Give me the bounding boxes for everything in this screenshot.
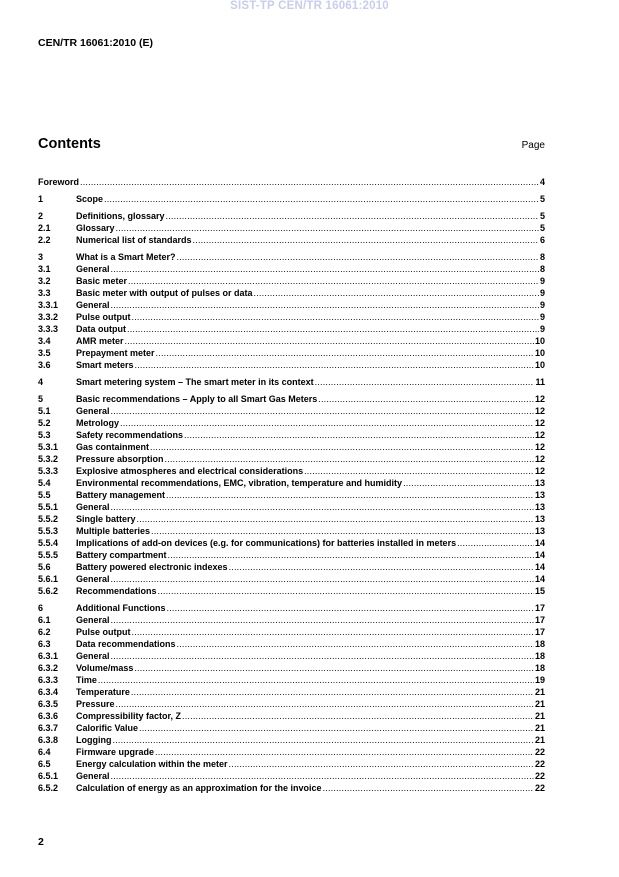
toc-dot-leader — [156, 347, 534, 359]
toc-entry-page: 12 — [534, 418, 545, 428]
toc-entry[interactable] — [38, 758, 545, 770]
toc-entry-number: 6.5 — [38, 759, 51, 769]
toc-dot-leader — [80, 176, 539, 188]
toc-entry[interactable] — [38, 275, 545, 287]
toc-entry-page: 12 — [534, 466, 545, 476]
toc-entry-number: 6.3.5 — [38, 699, 59, 709]
toc-dot-leader — [131, 686, 534, 698]
toc-entry-page: 12 — [534, 430, 545, 440]
toc-entry[interactable] — [38, 429, 545, 441]
toc-entry[interactable] — [38, 650, 545, 662]
toc-entry-title[interactable]: General — [76, 574, 110, 584]
toc-entry-title[interactable]: Explosive atmospheres and electrical considerations — [76, 466, 304, 476]
toc-entry-number: 5.1 — [38, 406, 51, 416]
toc-dot-leader — [139, 722, 534, 734]
toc-entry-title[interactable]: Prepayment meter — [76, 348, 155, 358]
toc-dot-leader — [111, 299, 539, 311]
toc-entry-page: 13 — [534, 502, 545, 512]
toc-entry-title[interactable]: Glossary — [76, 223, 115, 233]
toc-dot-leader — [166, 489, 534, 501]
toc-dot-leader — [155, 746, 534, 758]
toc-entry-title[interactable]: Compressibility factor, Z — [76, 711, 182, 721]
toc-entry-page: 8 — [539, 252, 545, 262]
toc-entry-page: 9 — [539, 288, 545, 298]
toc-entry-number: 5.3.1 — [38, 442, 59, 452]
toc-entry-number: 5.5.3 — [38, 526, 59, 536]
toc-entry-page: 10 — [534, 348, 545, 358]
toc-dot-leader — [134, 662, 534, 674]
toc-entry-title[interactable]: Firmware upgrade — [76, 747, 155, 757]
toc-entry-page: 12 — [534, 454, 545, 464]
toc-entry-page: 13 — [534, 526, 545, 536]
toc-dot-leader — [120, 417, 534, 429]
toc-entry-title[interactable]: Basic meter — [76, 276, 128, 286]
toc-entry-number: 5.5.4 — [38, 538, 59, 548]
toc-entry-title[interactable]: Implications of add-on devices (e.g. for communications) for batteries installed in meters — [76, 538, 457, 548]
toc-entry-page: 18 — [534, 639, 545, 649]
toc-entry-number: 6.1 — [38, 615, 51, 625]
toc-dot-leader — [132, 626, 534, 638]
toc-dot-leader — [193, 234, 539, 246]
toc-entry-number: 3.3 — [38, 288, 51, 298]
toc-entry-number: 5.5 — [38, 490, 51, 500]
toc-entry-number: 6.3.6 — [38, 711, 59, 721]
toc-entry[interactable] — [38, 537, 545, 549]
toc-entry-page: 13 — [534, 490, 545, 500]
toc-entry-number: 5.5.1 — [38, 502, 59, 512]
toc-entry-title[interactable]: General — [76, 300, 110, 310]
toc-entry-page: 18 — [534, 651, 545, 661]
toc-entry[interactable] — [38, 176, 545, 188]
toc-entry[interactable] — [38, 513, 545, 525]
toc-entry-page: 14 — [534, 538, 545, 548]
toc-dot-leader — [150, 441, 534, 453]
toc-dot-leader — [111, 263, 539, 275]
toc-entry-number: 3 — [38, 252, 44, 262]
toc-entry-number: 2.2 — [38, 235, 51, 245]
toc-entry-number: 6 — [38, 603, 44, 613]
toc-entry-number: 5.3.2 — [38, 454, 59, 464]
toc-entry[interactable] — [38, 376, 545, 388]
toc-entry-page: 14 — [534, 550, 545, 560]
toc-dot-leader — [229, 561, 534, 573]
toc-dot-leader — [127, 323, 539, 335]
toc-entry-number: 5.6.2 — [38, 586, 59, 596]
toc-entry-page: 22 — [534, 783, 545, 793]
toc-dot-leader — [315, 376, 535, 388]
toc-entry[interactable] — [38, 501, 545, 513]
toc-dot-leader — [177, 638, 534, 650]
toc-entry[interactable] — [38, 561, 545, 573]
toc-entry-number: 5.3 — [38, 430, 51, 440]
page-number: 2 — [38, 836, 44, 848]
toc-entry[interactable] — [38, 549, 545, 561]
toc-entry-page: 21 — [534, 711, 545, 721]
toc-dot-leader — [104, 193, 539, 205]
toc-entry-number: 3.3.2 — [38, 312, 59, 322]
toc-entry-page: 10 — [534, 336, 545, 346]
toc-entry-number: 6.5.1 — [38, 771, 59, 781]
toc-entry-title[interactable]: Pulse output — [76, 627, 131, 637]
toc-entry[interactable] — [38, 299, 545, 311]
toc-entry[interactable] — [38, 686, 545, 698]
toc-entry-number: 3.5 — [38, 348, 51, 358]
toc-entry-page: 8 — [539, 264, 545, 274]
toc-entry-number: 3.6 — [38, 360, 51, 370]
toc-entry[interactable] — [38, 698, 545, 710]
page-column-label: Page — [521, 140, 545, 151]
toc-entry[interactable] — [38, 323, 545, 335]
toc-entry[interactable] — [38, 525, 545, 537]
toc-dot-leader — [151, 525, 534, 537]
toc-entry-number: 2 — [38, 211, 44, 221]
toc-entry[interactable] — [38, 710, 545, 722]
toc-entry[interactable] — [38, 222, 545, 234]
toc-entry-page: 22 — [534, 771, 545, 781]
toc-dot-leader — [125, 335, 534, 347]
toc-dot-leader — [177, 251, 539, 263]
toc-dot-leader — [111, 501, 534, 513]
toc-entry-number: 5.3.3 — [38, 466, 59, 476]
toc-dot-leader — [318, 393, 534, 405]
toc-entry-number: 6.5.2 — [38, 783, 59, 793]
toc-dot-leader — [128, 275, 539, 287]
toc-entry-page: 12 — [534, 406, 545, 416]
toc-entry-title[interactable]: Basic recommendations – Apply to all Smart Gas Meters — [76, 394, 318, 404]
toc-entry-number: 6.3.1 — [38, 651, 59, 661]
toc-dot-leader — [135, 359, 534, 371]
toc-entry[interactable] — [38, 614, 545, 626]
toc-entry-title[interactable]: General — [76, 651, 110, 661]
toc-entry-title[interactable]: General — [76, 264, 110, 274]
toc-entry[interactable] — [38, 359, 545, 371]
toc-dot-leader — [182, 710, 534, 722]
toc-entry-title[interactable]: Energy calculation within the meter — [76, 759, 228, 769]
toc-entry-page: 11 — [535, 377, 545, 387]
toc-entry-page: 10 — [534, 360, 545, 370]
toc-entry-title[interactable]: General — [76, 406, 110, 416]
toc-entry-page: 17 — [534, 603, 545, 613]
toc-entry-page: 17 — [534, 615, 545, 625]
toc-entry[interactable] — [38, 193, 545, 205]
toc-entry-title[interactable]: Gas containment — [76, 442, 150, 452]
toc-entry-page: 14 — [534, 574, 545, 584]
toc-entry[interactable] — [38, 626, 545, 638]
toc-entry-number: 6.3.2 — [38, 663, 59, 673]
page-title: Contents — [38, 136, 101, 152]
toc-dot-leader — [158, 585, 534, 597]
toc-entry-page: 9 — [539, 324, 545, 334]
toc-entry-number: 5.2 — [38, 418, 51, 428]
toc-entry-title[interactable]: Logging — [76, 735, 112, 745]
toc-entry-number: 6.4 — [38, 747, 51, 757]
toc-entry[interactable] — [38, 477, 545, 489]
toc-entry[interactable] — [38, 722, 545, 734]
toc-entry-number: 3.1 — [38, 264, 51, 274]
toc-entry-page: 22 — [534, 759, 545, 769]
toc-dot-leader — [168, 549, 534, 561]
toc-entry-title[interactable]: What is a Smart Meter? — [76, 252, 176, 262]
toc-entry-page: 5 — [539, 194, 545, 204]
toc-dot-leader — [229, 758, 534, 770]
toc-dot-leader — [116, 698, 534, 710]
toc-entry-title[interactable]: Calculation of energy as an approximation for the invoice — [76, 783, 322, 793]
toc-entry-page: 9 — [539, 312, 545, 322]
toc-entry[interactable] — [38, 602, 545, 614]
toc-entry-title[interactable]: Safety recommendations — [76, 430, 184, 440]
toc-dot-leader — [98, 674, 534, 686]
toc-entry-number: 3.4 — [38, 336, 51, 346]
toc-entry[interactable] — [38, 453, 545, 465]
toc-entry-page: 14 — [534, 562, 545, 572]
toc-entry-title[interactable]: Battery management — [76, 490, 166, 500]
toc-entry[interactable] — [38, 465, 545, 477]
toc-entry-title[interactable]: Temperature — [76, 687, 130, 697]
toc-entry-number: 6.3 — [38, 639, 51, 649]
toc-entry[interactable] — [38, 405, 545, 417]
toc-entry-title[interactable]: General — [76, 502, 110, 512]
toc-entry-page: 9 — [539, 300, 545, 310]
toc-entry[interactable] — [38, 311, 545, 323]
toc-entry-page: 22 — [534, 747, 545, 757]
toc-entry-page: 21 — [534, 687, 545, 697]
toc-dot-leader — [304, 465, 534, 477]
toc-entry-title[interactable]: Data recommendations — [76, 639, 176, 649]
toc-entry-number: 5 — [38, 394, 44, 404]
toc-dot-leader — [166, 210, 539, 222]
toc-entry-title[interactable]: Time — [76, 675, 97, 685]
toc-dot-leader — [165, 453, 534, 465]
toc-dot-leader — [323, 782, 534, 794]
toc-entry[interactable] — [38, 782, 545, 794]
toc-entry-title[interactable]: Data output — [76, 324, 126, 334]
toc-dot-leader — [116, 222, 539, 234]
toc-entry-page: 6 — [539, 235, 545, 245]
toc-dot-leader — [132, 311, 539, 323]
toc-entry-number: 6.2 — [38, 627, 51, 637]
toc-entry-title[interactable]: Volume/mass — [76, 663, 134, 673]
toc-entry-title[interactable]: Pressure — [76, 699, 115, 709]
toc-entry-page: 13 — [534, 514, 545, 524]
toc-entry[interactable] — [38, 210, 545, 222]
toc-dot-leader — [403, 477, 534, 489]
toc-entry-number: 3.3.1 — [38, 300, 59, 310]
toc-dot-leader — [254, 287, 539, 299]
document-id: CEN/TR 16061:2010 (E) — [38, 37, 153, 49]
toc-entry-number: 6.3.8 — [38, 735, 59, 745]
toc-entry-number: 1 — [38, 194, 44, 204]
toc-entry-number: 6.3.3 — [38, 675, 59, 685]
toc-entry-number: 5.5.5 — [38, 550, 59, 560]
toc-entry[interactable] — [38, 662, 545, 674]
toc-entry[interactable] — [38, 734, 545, 746]
toc-entry-title[interactable]: Pressure absorption — [76, 454, 164, 464]
toc-dot-leader — [111, 650, 534, 662]
toc-entry-title[interactable]: Multiple batteries — [76, 526, 151, 536]
toc-entry[interactable] — [38, 573, 545, 585]
toc-entry-number: 5.6.1 — [38, 574, 59, 584]
toc-entry-title[interactable]: AMR meter — [76, 336, 124, 346]
toc-dot-leader — [457, 537, 534, 549]
toc-dot-leader — [111, 770, 534, 782]
toc-dot-leader — [111, 614, 534, 626]
toc-entry-title[interactable]: Definitions, glossary — [76, 211, 165, 221]
toc-entry-page: 21 — [534, 723, 545, 733]
toc-entry-number: 5.4 — [38, 478, 51, 488]
toc-entry-number: 3.3.3 — [38, 324, 59, 334]
toc-dot-leader — [113, 734, 534, 746]
toc-entry-page: 21 — [534, 699, 545, 709]
toc-entry-title[interactable]: Battery compartment — [76, 550, 167, 560]
toc-entry-title[interactable]: Additional Functions — [76, 603, 166, 613]
toc-entry-number: 5.5.2 — [38, 514, 59, 524]
toc-entry-page: 17 — [534, 627, 545, 637]
toc-entry[interactable] — [38, 746, 545, 758]
toc-entry-number: 6.3.7 — [38, 723, 59, 733]
toc-entry-title[interactable]: Smart meters — [76, 360, 134, 370]
toc-dot-leader — [111, 573, 534, 585]
toc-entry[interactable] — [38, 489, 545, 501]
toc-entry-title[interactable]: General — [76, 615, 110, 625]
toc-entry-title[interactable]: Numerical list of standards — [76, 235, 192, 245]
toc-entry-title[interactable]: Battery powered electronic indexes — [76, 562, 228, 572]
toc-entry[interactable] — [38, 441, 545, 453]
toc-entry-page: 12 — [534, 394, 545, 404]
toc-entry-title[interactable]: Basic meter with output of pulses or data — [76, 288, 253, 298]
toc-entry[interactable] — [38, 251, 545, 263]
toc-entry[interactable] — [38, 347, 545, 359]
toc-entry-title[interactable]: Calorific Value — [76, 723, 139, 733]
toc-entry-page: 5 — [539, 223, 545, 233]
toc-entry-title[interactable]: Metrology — [76, 418, 120, 428]
toc-entry[interactable] — [38, 674, 545, 686]
toc-entry[interactable] — [38, 770, 545, 782]
toc-entry[interactable] — [38, 234, 545, 246]
toc-entry-page: 9 — [539, 276, 545, 286]
toc-entry-number: 3.2 — [38, 276, 51, 286]
toc-entry-page: 13 — [534, 478, 545, 488]
toc-entry-title[interactable]: Single battery — [76, 514, 136, 524]
toc-entry-number: 6.3.4 — [38, 687, 59, 697]
toc-entry-page: 12 — [534, 442, 545, 452]
toc-entry-title[interactable]: Recommendations — [76, 586, 157, 596]
toc-entry[interactable] — [38, 263, 545, 275]
toc-entry-page: 21 — [534, 735, 545, 745]
toc-entry-page: 5 — [539, 211, 545, 221]
toc-entry[interactable] — [38, 393, 545, 405]
toc-entry-page: 19 — [534, 675, 545, 685]
toc-entry[interactable] — [38, 417, 545, 429]
toc-entry-page: 18 — [534, 663, 545, 673]
toc-dot-leader — [111, 405, 534, 417]
watermark: SIST-TP CEN/TR 16061:2010 — [230, 0, 389, 12]
toc-entry-number: 2.1 — [38, 223, 51, 233]
toc-entry-title[interactable]: Pulse output — [76, 312, 131, 322]
toc-entry-page: 4 — [539, 177, 545, 187]
toc-entry-number: 5.6 — [38, 562, 51, 572]
toc-entry[interactable] — [38, 585, 545, 597]
toc-entry[interactable] — [38, 287, 545, 299]
toc-dot-leader — [137, 513, 534, 525]
toc-entry-title[interactable]: Environmental recommendations, EMC, vibration, temperature and humidity — [76, 478, 403, 488]
table-of-contents — [38, 176, 545, 794]
toc-dot-leader — [167, 602, 534, 614]
toc-dot-leader — [184, 429, 534, 441]
toc-entry-number: 4 — [38, 377, 44, 387]
toc-entry-title[interactable]: General — [76, 771, 110, 781]
toc-entry[interactable] — [38, 638, 545, 650]
toc-entry-page: 15 — [534, 586, 545, 596]
toc-entry[interactable] — [38, 335, 545, 347]
toc-entry-title[interactable]: Smart metering system – The smart meter in its context — [76, 377, 314, 387]
toc-entry-title[interactable]: Foreword — [38, 177, 80, 187]
toc-entry-title[interactable]: Scope — [76, 194, 104, 204]
